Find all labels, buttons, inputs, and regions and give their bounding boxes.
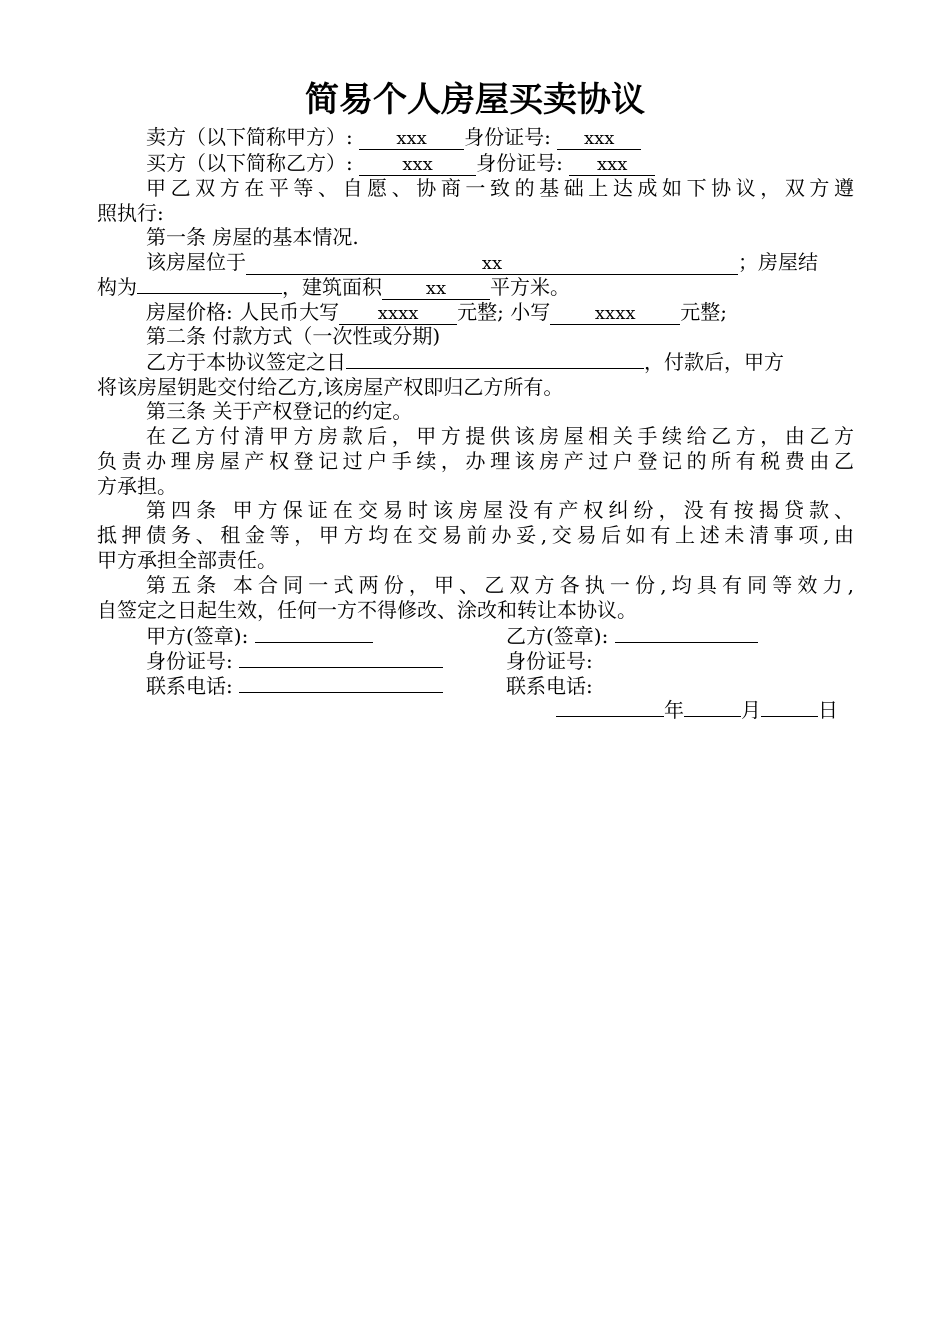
article-4-line-2: 抵押债务、租金等，甲方均在交易前办妥,交易后如有上述未清事项,由 xyxy=(97,523,854,547)
structure-line xyxy=(97,275,570,300)
party-b-sign-label: 乙方(签章): xyxy=(506,624,609,648)
article-3-line-3: 方承担。 xyxy=(97,474,177,498)
intro-line-1: 甲乙双方在平等、自愿、协商一致的基础上达成如下协议，双方遵 xyxy=(146,176,854,200)
intro-line-2: 照执行: xyxy=(97,201,164,225)
party-b-sign-field[interactable] xyxy=(615,642,758,643)
party-a-phone-row xyxy=(146,674,443,698)
payment-date-field[interactable] xyxy=(346,368,644,369)
price-line xyxy=(146,300,727,325)
price-upper-field[interactable]: xxxx xyxy=(339,304,457,325)
payment-line-2: 将该房屋钥匙交付给乙方,该房屋产权即归乙方所有。 xyxy=(97,375,564,399)
area-field[interactable]: xx xyxy=(382,279,490,300)
seller-id-field[interactable]: xxx xyxy=(557,129,641,150)
buyer-name-field[interactable]: xxx xyxy=(359,155,476,176)
party-b-sign-row xyxy=(506,624,758,648)
price-suffix: 元整; xyxy=(680,300,727,324)
date-month-label: 月 xyxy=(741,698,761,722)
buyer-label: 买方（以下简称乙方）: xyxy=(146,151,353,175)
date-day-field[interactable] xyxy=(761,716,818,717)
seller-name-field[interactable]: xxx xyxy=(359,129,464,150)
price-mid-label: 元整; 小写 xyxy=(457,300,551,324)
party-a-sign-row xyxy=(146,624,373,648)
article-4-line-3: 甲方承担全部责任。 xyxy=(97,548,277,572)
buyer-line xyxy=(146,151,655,176)
party-b-phone-label: 联系电话: xyxy=(506,674,593,698)
payment-line xyxy=(146,350,784,374)
party-a-sign-label: 甲方(签章): xyxy=(146,624,249,648)
seller-label: 卖方（以下简称甲方）: xyxy=(146,125,353,149)
article-5-line-1: 第五条 本合同一式两份，甲、乙双方各执一份,均具有同等效力, xyxy=(146,573,854,597)
date-month-field[interactable] xyxy=(684,716,741,717)
party-a-sign-field[interactable] xyxy=(255,642,373,643)
payment-suffix: ，付款后，甲方 xyxy=(644,350,784,374)
party-a-id-label: 身份证号: xyxy=(146,649,233,673)
party-b-id-label: 身份证号: xyxy=(506,649,593,673)
seller-id-label: 身份证号: xyxy=(464,125,551,149)
price-label: 房屋价格: 人民币大写 xyxy=(146,300,340,324)
article-4-line-1: 第四条 甲方保证在交易时该房屋没有产权纠纷，没有按揭贷款、 xyxy=(146,498,854,522)
article-1-title: 第一条 房屋的基本情况. xyxy=(146,225,359,249)
date-day-label: 日 xyxy=(818,698,838,722)
buyer-id-label: 身份证号: xyxy=(476,151,563,175)
location-suffix: ；房屋结 xyxy=(738,250,818,274)
article-5-line-2: 自签定之日起生效，任何一方不得修改、涂改和转让本协议。 xyxy=(97,598,637,622)
structure-field[interactable] xyxy=(137,293,282,294)
article-2-title: 第二条 付款方式（一次性或分期) xyxy=(146,324,441,348)
structure-label: 构为 xyxy=(97,275,137,299)
seller-line xyxy=(146,125,641,150)
document-title: 简易个人房屋买卖协议 xyxy=(305,80,645,120)
date-year-field[interactable] xyxy=(556,716,664,717)
buyer-id-field[interactable]: xxx xyxy=(569,155,655,176)
location-field[interactable]: xx xyxy=(246,254,738,275)
party-a-phone-label: 联系电话: xyxy=(146,674,233,698)
location-label: 该房屋位于 xyxy=(146,250,246,274)
party-a-id-field[interactable] xyxy=(239,667,443,668)
party-a-id-row xyxy=(146,649,443,673)
article-3-line-2: 负责办理房屋产权登记过户手续，办理该房产过户登记的所有税费由乙 xyxy=(97,449,854,473)
party-a-phone-field[interactable] xyxy=(239,692,443,693)
article-3-line-1: 在乙方付清甲方房款后，甲方提供该房屋相关手续给乙方，由乙方 xyxy=(146,424,854,448)
date-line xyxy=(556,698,838,722)
area-unit: 平方米。 xyxy=(490,275,570,299)
payment-label: 乙方于本协议签定之日 xyxy=(146,350,346,374)
location-line xyxy=(146,250,818,275)
price-lower-field[interactable]: xxxx xyxy=(550,304,680,325)
area-label: ，建筑面积 xyxy=(282,275,382,299)
date-year-label: 年 xyxy=(664,698,684,722)
article-3-title: 第三条 关于产权登记的约定。 xyxy=(146,399,413,423)
